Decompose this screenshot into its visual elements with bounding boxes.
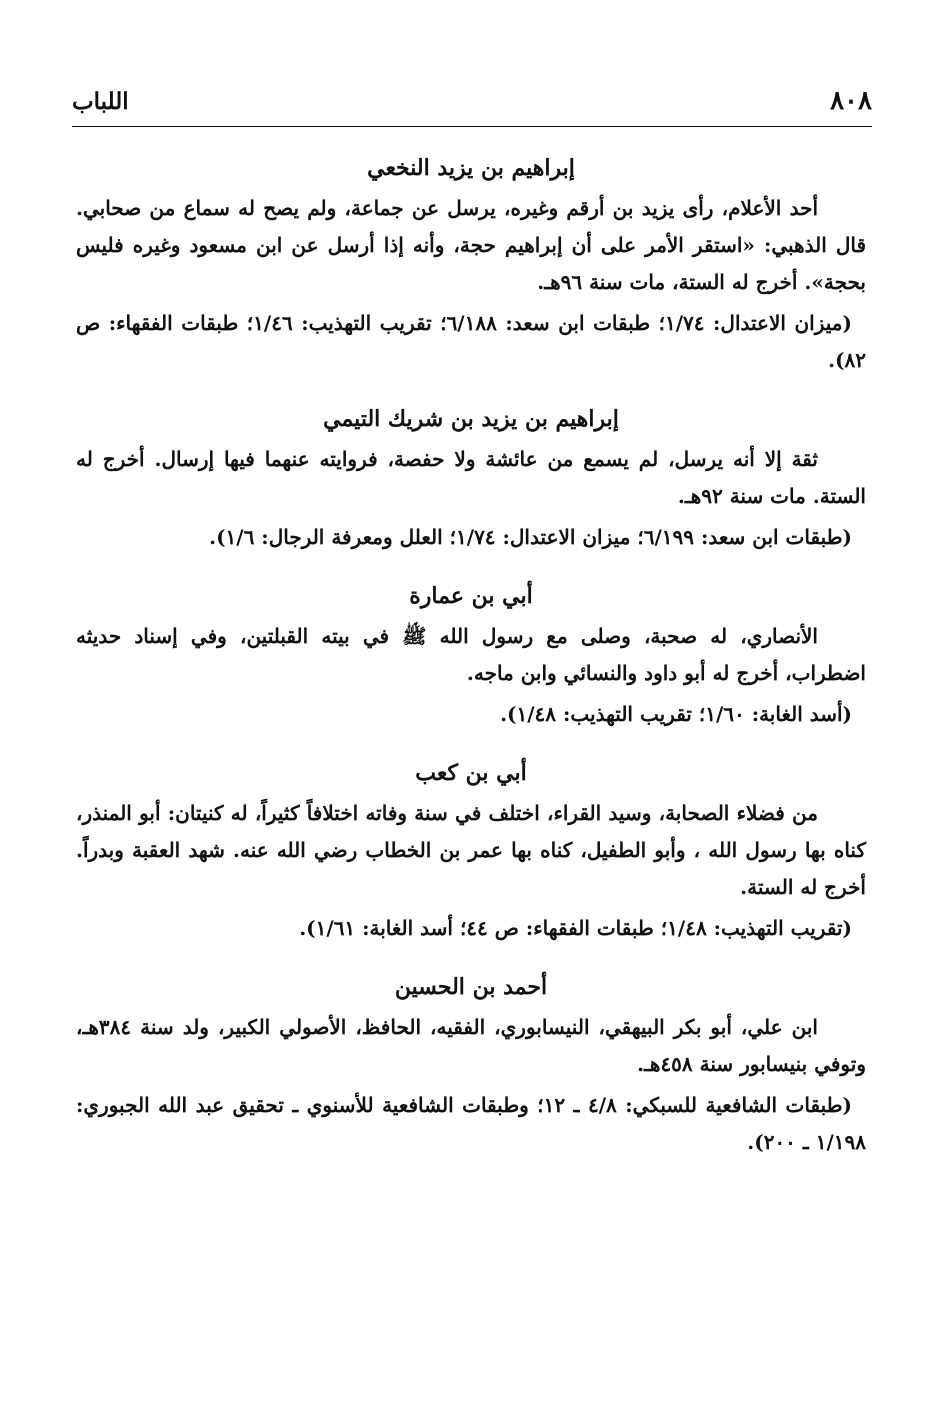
entry-ibrahim-nakhai (76, 150, 866, 379)
entry-heading: أبي بن عمارة (409, 583, 533, 609)
entry-references: (أسد الغابة: ١/٦٠؛ تقريب التهذيب: ١/٤٨). (500, 702, 852, 726)
book-title: اللباب (72, 88, 129, 115)
entry-body: أحد الأعلام، رأى يزيد بن أرقم وغيره، يرسل عن جماعة، ولم يصح له سماع من صحابي. قال الذهبي: «استقر الأمر على أن إبراهيم حجة، وأنه إذا أرسل عن ابن مسعود وغيره فليس بحجة». أخرج له الستة، مات سنة ٩٦هـ. (76, 196, 866, 294)
page-number: ٨٠٨ (830, 86, 872, 116)
entry-body: ثقة إلا أنه يرسل، لم يسمع من عائشة ولا حفصة، فروايته عنهما فيها إرسال. أخرج له الستة. مات سنة ٩٢هـ. (76, 447, 866, 508)
entry-references: (ميزان الاعتدال: ١/٧٤؛ طبقات ابن سعد: ٦/١٨٨؛ تقريب التهذيب: ١/٤٦؛ طبقات الفقهاء: ص ٨٢). (76, 311, 866, 372)
entry-ubayy-ibn-umara (76, 578, 866, 733)
entry-body: من فضلاء الصحابة، وسيد القراء، اختلف في سنة وفاته اختلافاً كثيراً، له كنيتان: أبو المنذر، كناه بها رسول الله ، وأبو الطفيل، كناه بها عمر بن الخطاب رضي الله عنه. شهد العقبة وبدراً. أخرج له الستة. (76, 801, 866, 899)
entry-body: ابن علي، أبو بكر البيهقي، النيسابوري، الفقيه، الحافظ، الأصولي الكبير، ولد سنة ٣٨٤هـ، وتوفي بنيسابور سنة ٤٥٨هـ. (76, 1015, 866, 1076)
entry-references: (تقريب التهذيب: ١/٤٨؛ طبقات الفقهاء: ص ٤٤؛ أسد الغابة: ١/٦١). (299, 916, 852, 940)
entry-references: (طبقات الشافعية للسبكي: ٤/٨ ـ ١٢؛ وطبقات الشافعية للأسنوي ـ تحقيق عبد الله الجبوري: ١/١٩٨ ـ ٢٠٠). (76, 1093, 866, 1154)
entry-heading: إبراهيم بن يزيد النخعي (367, 155, 575, 181)
entry-ubayy-ibn-kaab (76, 755, 866, 947)
page-content (76, 150, 866, 1183)
entry-body: الأنصاري، له صحبة، وصلى مع رسول الله ﷺ في بيته القبلتين، وفي إسناد حديثه اضطراب، أخرج له أبو داود والنسائي وابن ماجه. (76, 624, 866, 685)
entry-heading: أبي بن كعب (415, 760, 527, 786)
running-head (72, 86, 872, 127)
entry-ahmad-ibn-al-husayn (76, 969, 866, 1161)
entry-references: (طبقات ابن سعد: ٦/١٩٩؛ ميزان الاعتدال: ١/٧٤؛ العلل ومعرفة الرجال: ١/٦). (209, 525, 852, 549)
entry-heading: إبراهيم بن يزيد بن شريك التيمي (323, 406, 619, 432)
entry-heading: أحمد بن الحسين (394, 974, 548, 1000)
entry-ibrahim-taymi (76, 401, 866, 556)
